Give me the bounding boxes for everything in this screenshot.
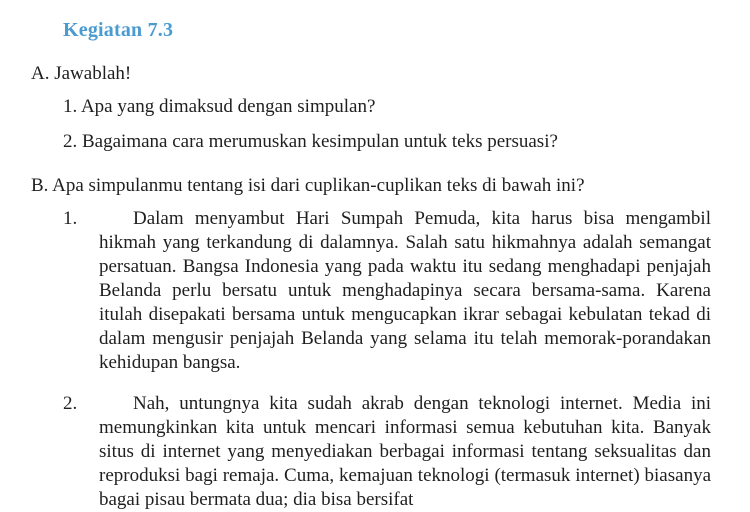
section-a-label: A. Jawablah! [31,63,132,84]
section-b-label: B. Apa simpulanmu tentang isi dari cuplikan-cuplikan teks di bawah ini? [31,175,585,196]
question-number: 1. [63,96,78,117]
question-number: 2. [63,131,78,152]
excerpt-text: Nah, untungnya kita sudah akrab dengan teknologi internet. Media ini memungkinkan kita untuk mencari informasi semua kebutuhan kita. Banyak situs di internet yang menyediakan berbagai informasi tentang seksualitas dan reproduksi bagi remaja. Cuma, kemajuan teknologi (termasuk internet) biasanya bagai pisau bermata dua; dia bisa bersifat [99,393,711,510]
question-text: Apa yang dimaksud dengan simpulan? [80,96,376,117]
activity-heading: Kegiatan 7.3 [63,19,174,41]
excerpt-number: 2. [63,393,78,414]
question-2 [63,130,558,154]
excerpt-text: Dalam menyambut Hari Sumpah Pemuda, kita harus bisa mengambil hikmah yang terkandung di dalamnya. Salah satu hikmahnya adalah semangat persatuan. Bangsa Indonesia yang pada waktu itu sedang menghadapi penjajah Belanda perlu bersatu untuk menghadapinya secara bersama-sama. Karena itulah disepakati bersama untuk mengucapkan ikrar sebagai kebulatan tekad di dalam mengusir penjajah Belanda yang selama itu telah memorak-porandakan kehidupan bangsa. [99,208,711,373]
excerpt-number: 1. [63,208,78,229]
question-1 [63,95,375,119]
question-text: Bagaimana cara merumuskan kesimpulan untuk teks persuasi? [82,131,558,152]
